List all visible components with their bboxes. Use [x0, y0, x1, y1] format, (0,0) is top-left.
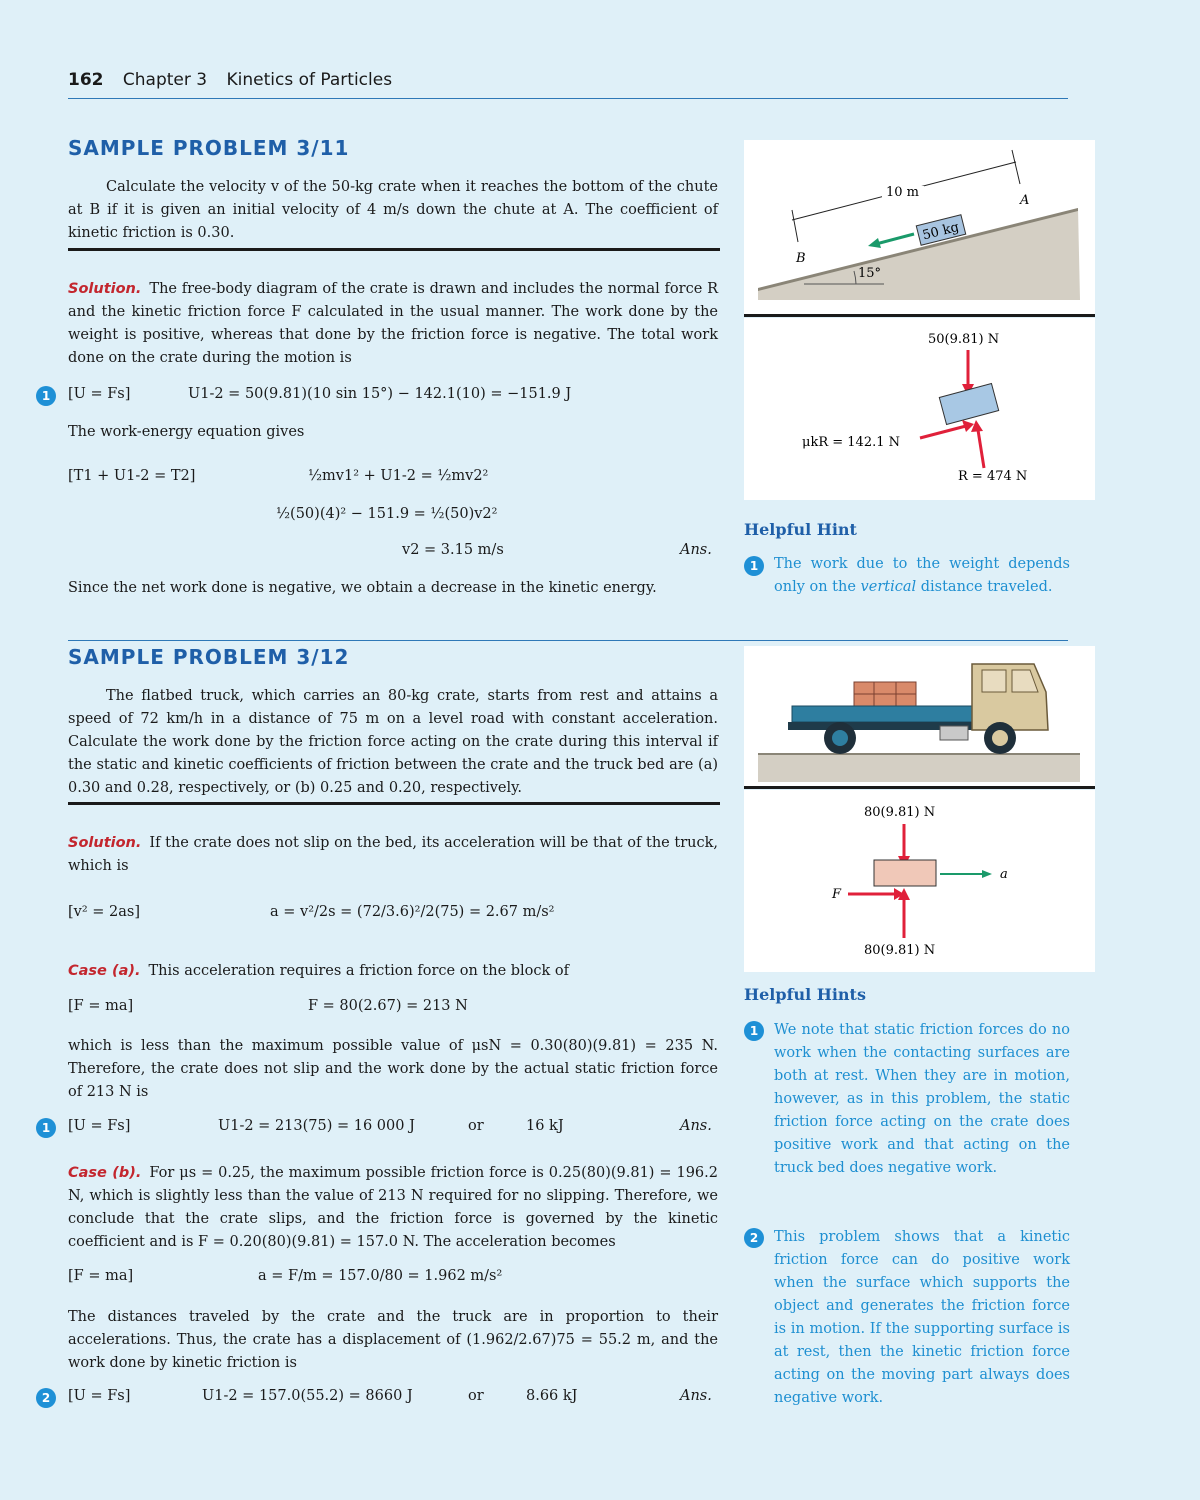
- section-divider: [68, 640, 1068, 641]
- road: [758, 754, 1080, 782]
- sp12-fbd-figure: [744, 790, 1095, 972]
- sp12-solution: [68, 832, 718, 878]
- point-b-label: B: [796, 251, 806, 266]
- sp12-distance-para: The distances traveled by the crate and the truck are in proportion to their accelerations. Thus, the crate has a displacement of (1.962/2.67)75 = 55.2 m, and the work done by kinetic friction is: [68, 1309, 718, 1371]
- sp11-statement-rule: [68, 248, 720, 251]
- incline-diagram: [744, 140, 1095, 316]
- fbd-crate-11: [939, 383, 998, 424]
- sp12-case-b-text: For μs = 0.25, the maximum possible friction force is 0.25(80)(9.81) = 196.2 N, which is slightly less than the value of 213 N required for no slipping. Therefore, we conclude that the crate slips, and the friction force is governed by the kinetic coefficient and is F = 0.20(80)(9.81) = 157.0 N. The acceleration becomes: [68, 1165, 718, 1250]
- normal-label-12: 80(9.81) N: [864, 943, 936, 958]
- sp12-eq2-label: [F = ma]: [68, 998, 134, 1014]
- fbd-diagram-11: [744, 318, 1095, 500]
- sp12-case-a-label: Case (a).: [68, 963, 141, 979]
- sp12-solution-label: Solution.: [68, 835, 142, 851]
- crate-mass-label: 50 kg: [921, 219, 961, 244]
- cab-window-side: [982, 670, 1006, 692]
- fbd-crate-12: [874, 860, 936, 886]
- hint12-text-1: We note that static friction forces do no work when the contacting surfaces are both at rest. When they are in motion, however, as in this problem, the static friction force acting on the crate does positive work and that acting on the truck bed does negative work.: [774, 1022, 1070, 1176]
- hint12-bullet-1: 1: [744, 1021, 764, 1041]
- accel-arrowhead-12: [982, 870, 992, 878]
- sp12-figure-rule: [744, 786, 1095, 789]
- sp12-eq2: F = 80(2.67) = 213 N: [308, 998, 468, 1014]
- sp12-hint-bullet-1: 1: [36, 1118, 56, 1138]
- normal-arrow-11: [978, 430, 984, 468]
- sp11-solution-text: The free-body diagram of the crate is drawn and includes the normal force R and the kinetic friction force F calculated in the usual manner. The work done by the weight is positive, whereas that done by the friction force is negative. The total work done on the crate during the motion is: [68, 281, 718, 366]
- normal-label-11: R = 474 N: [958, 469, 1028, 484]
- weight-label-11: 50(9.81) N: [928, 332, 1000, 347]
- hint12-bullet-2: 2: [744, 1228, 764, 1248]
- sp11-conclusion: Since the net work done is negative, we obtain a decrease in the kinetic energy.: [68, 580, 657, 596]
- friction-arrow-11: [920, 426, 966, 438]
- distance-tick-a: [1012, 150, 1020, 184]
- front-wheel-hub: [992, 730, 1008, 746]
- page-header: [68, 70, 392, 90]
- normal-arrowhead-11: [971, 420, 983, 432]
- velocity-arrowhead: [868, 238, 881, 248]
- sp12-statement: The flatbed truck, which carries an 80-kg crate, starts from rest and attains a speed of 72 km/h in a distance of 75 m on a level road with constant acceleration. Calculate the work done by the friction force acting on the crate during this interval if the static and kinetic coefficients of friction between the crate and the truck bed are (a) 0.30 and 0.28, respectively, or (b) 0.25 and 0.20, respectively.: [68, 688, 718, 796]
- sp11-eq2: ½mv1² + U1-2 = ½mv2²: [308, 468, 489, 484]
- sp12-eq1-label: [v² = 2as]: [68, 904, 140, 920]
- accel-label-12: a: [1000, 867, 1008, 882]
- truck-diagram: [744, 646, 1095, 788]
- hint12-text-2: This problem shows that a kinetic friction force can do positive work when the surface which supports the object and generates the friction force is in motion. If the supporting surface is at rest, then the kinetic friction force acting on the moving part always does negative work.: [774, 1229, 1070, 1406]
- hint11-bullet-1: 1: [744, 556, 764, 576]
- fbd-diagram-12: [744, 790, 1095, 972]
- sp11-eq2-label: [T1 + U1-2 = T2]: [68, 468, 196, 484]
- sp12-answer-b: 8.66 kJ: [526, 1388, 578, 1404]
- angle-label: 15°: [858, 266, 882, 281]
- fuel-tank: [940, 726, 968, 740]
- sp11-statement: Calculate the velocity v of the 50-kg crate when it reaches the bottom of the chute at B if it is given an initial velocity of 4 m/s down the chute at A. The coefficient of kinetic friction is 0.30.: [68, 179, 718, 241]
- sp11-eq4: v2 = 3.15 m/s: [402, 542, 504, 558]
- sp11-solution: [68, 278, 718, 370]
- point-a-label: A: [1020, 193, 1030, 208]
- sp12-answer-b-label: Ans.: [680, 1388, 712, 1404]
- sp12-eq5-label: [U = Fs]: [68, 1388, 131, 1404]
- sp12-answer-a-label: Ans.: [680, 1118, 712, 1134]
- sp12-case-a-text: This acceleration requires a friction force on the block of: [148, 963, 570, 979]
- sp12-or-b: or: [468, 1388, 484, 1404]
- sp12-or-a: or: [468, 1118, 484, 1134]
- sp12-eq5: U1-2 = 157.0(55.2) = 8660 J: [202, 1388, 413, 1404]
- friction-label-11: μkR = 142.1 N: [802, 435, 900, 450]
- sp11-eq1: U1-2 = 50(9.81)(10 sin 15°) − 142.1(10) = −151.9 J: [188, 386, 572, 402]
- page-number: 162: [68, 70, 104, 90]
- sp12-truck-figure: [744, 646, 1095, 788]
- sp12-answer-a: 16 kJ: [526, 1118, 564, 1134]
- sample-problem-3-12-title: SAMPLE PROBLEM 3/12: [68, 645, 350, 669]
- sp12-eq1: a = v²/2s = (72/3.6)²/2(75) = 2.67 m/s²: [270, 904, 555, 920]
- hint11-text-em: vertical: [860, 579, 917, 595]
- sp12-eq4: a = F/m = 157.0/80 = 1.962 m/s²: [258, 1268, 503, 1284]
- distance-tick-b: [792, 210, 798, 242]
- sp11-fbd-figure: [744, 318, 1095, 500]
- sp12-case-b-label: Case (b).: [68, 1165, 142, 1181]
- sp11-figure-rule: [744, 314, 1095, 317]
- velocity-arrow: [876, 234, 914, 244]
- distance-label: 10 m: [886, 185, 920, 200]
- sp12-hint-title: Helpful Hints: [744, 985, 866, 1004]
- sp12-eq4-label: [F = ma]: [68, 1268, 134, 1284]
- sp12-case-a-para: which is less than the maximum possible value of μsN = 0.30(80)(9.81) = 235 N. Therefore, the crate does not slip and the work done by the actual static friction force of 213 N is: [68, 1038, 718, 1100]
- hint11-text: [774, 553, 1070, 599]
- sp12-hint-bullet-2: 2: [36, 1388, 56, 1408]
- weight-label-12: 80(9.81) N: [864, 805, 936, 820]
- sp11-eq3: ½(50)(4)² − 151.9 = ½(50)v2²: [276, 506, 498, 522]
- chapter-title: Kinetics of Particles: [226, 70, 393, 90]
- sp11-hint-bullet-1: 1: [36, 386, 56, 406]
- sp11-incline-figure: [744, 140, 1095, 316]
- sp12-eq3: U1-2 = 213(75) = 16 000 J: [218, 1118, 415, 1134]
- sp12-solution-text: If the crate does not slip on the bed, its acceleration will be that of the truck, which is: [68, 835, 718, 874]
- sp12-statement-rule: [68, 802, 720, 805]
- sp12-case-a: [68, 960, 718, 983]
- sp11-work-energy-text: The work-energy equation gives: [68, 424, 305, 440]
- sp11-eq1-label: [U = Fs]: [68, 386, 131, 402]
- friction-label-12: F: [832, 887, 842, 902]
- sp12-eq3-label: [U = Fs]: [68, 1118, 131, 1134]
- sp11-hint-title: Helpful Hint: [744, 520, 857, 539]
- sp11-answer-label: Ans.: [680, 542, 712, 558]
- hint11-text-b: distance traveled.: [920, 579, 1053, 595]
- hint11-text-a: The work due to the weight depends only on the: [774, 556, 1070, 595]
- rear-wheel-hub: [832, 730, 848, 746]
- header-rule: [68, 98, 1068, 99]
- chapter-label: Chapter 3: [122, 70, 208, 90]
- sp12-case-b: [68, 1162, 718, 1254]
- sample-problem-3-11-title: SAMPLE PROBLEM 3/11: [68, 136, 350, 160]
- truck-bed: [792, 706, 972, 722]
- sp11-solution-label: Solution.: [68, 281, 142, 297]
- fbd-crate-box-11: [939, 383, 998, 424]
